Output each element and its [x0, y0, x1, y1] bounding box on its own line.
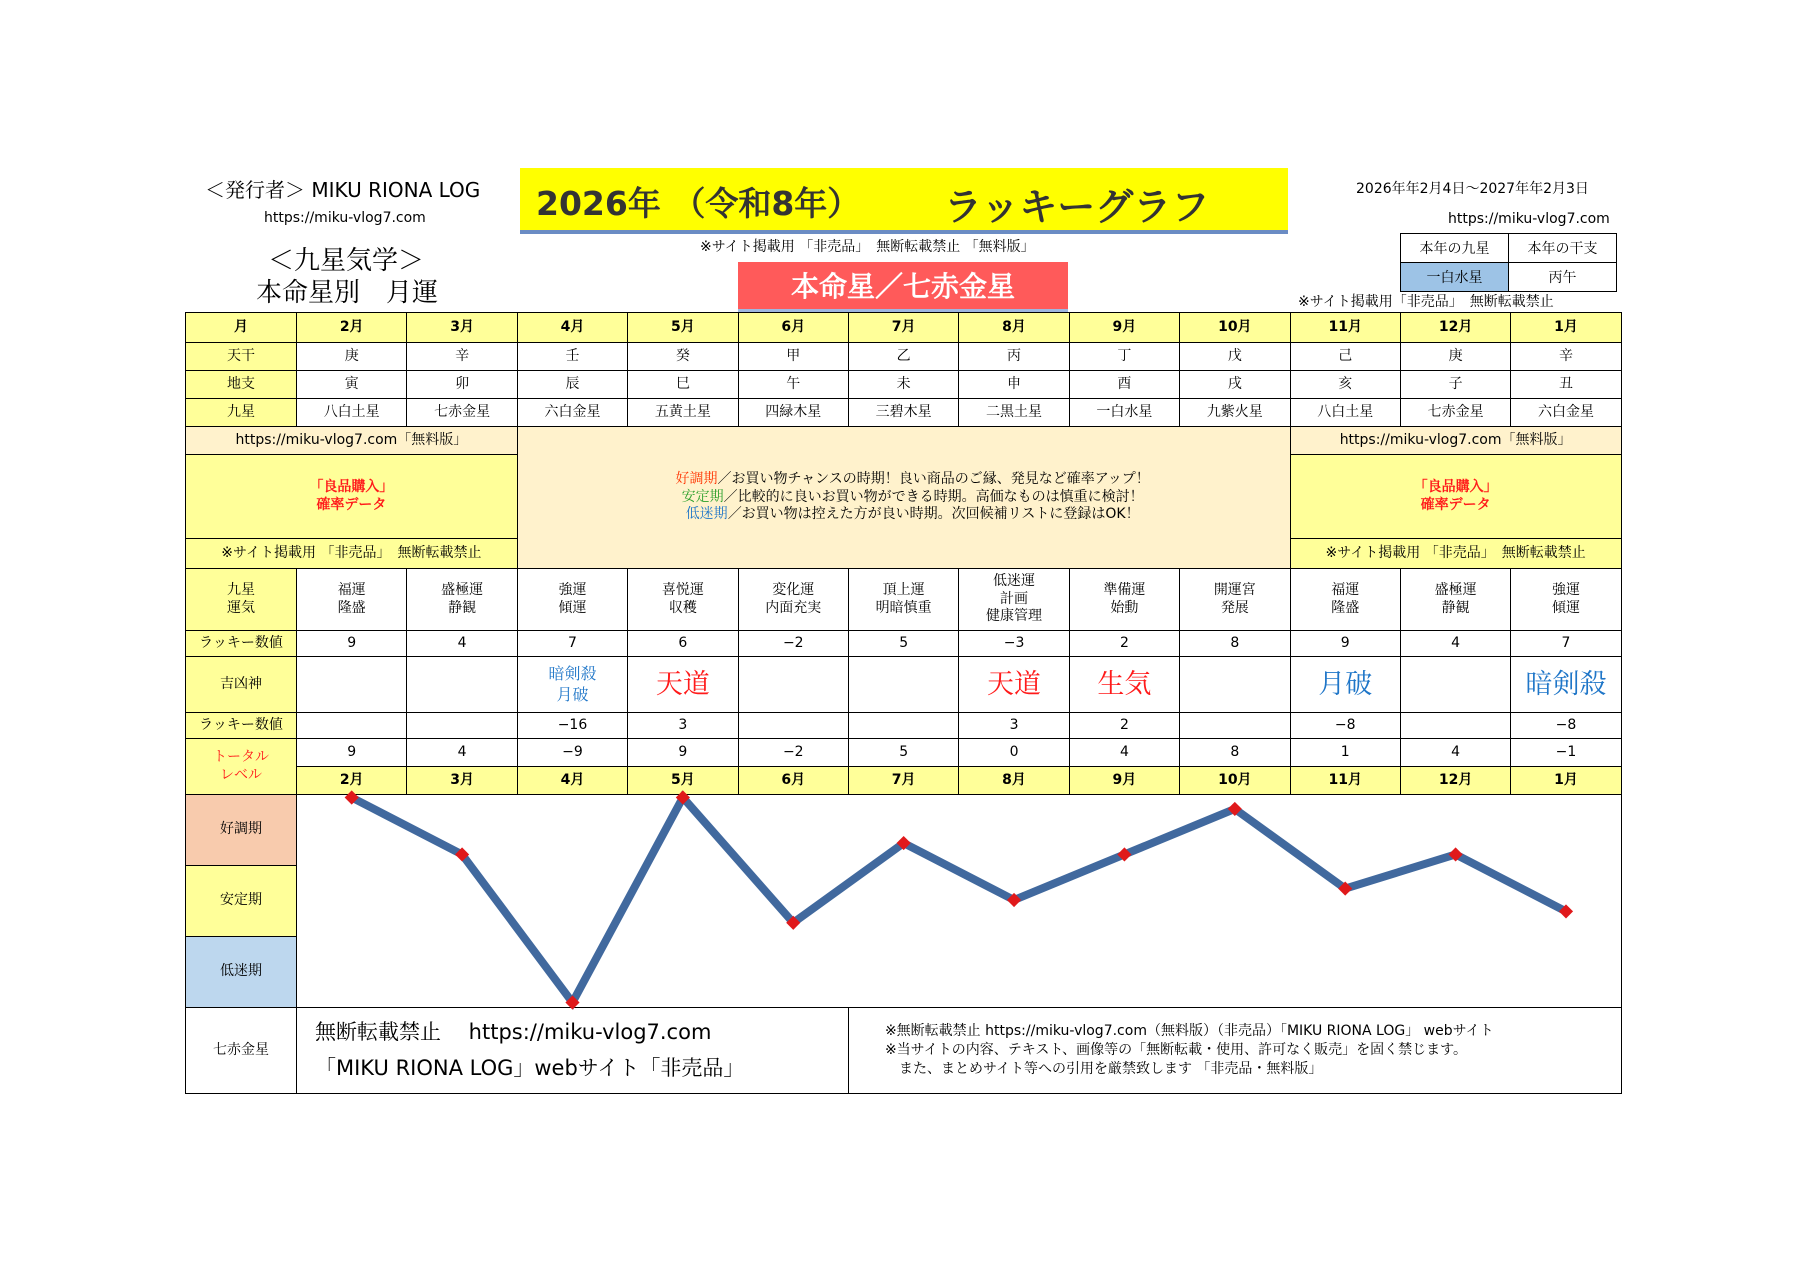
unki-line1: 変化運	[772, 582, 815, 598]
kikkyo-tendo: 天道	[655, 668, 710, 700]
kyusei-cell: 八白土星	[297, 399, 407, 427]
tenkan-cell: 甲	[738, 343, 848, 371]
month-cell: 10月	[1180, 313, 1290, 343]
period-good: 好調期	[186, 795, 297, 866]
tenkan-cell: 辛	[407, 343, 517, 371]
month-cell: 9月	[1069, 313, 1179, 343]
msg-low-line	[536, 506, 1290, 524]
title-name: ラッキーグラフ	[944, 185, 1210, 229]
kyusei-cell: 一白水星	[1069, 399, 1179, 427]
msg-good-label: 好調期	[675, 471, 718, 488]
unki-cell	[738, 569, 848, 631]
month-cell: 7月	[848, 313, 958, 343]
kikkyo-geppa: 月破	[556, 684, 589, 704]
unki-line2: 計画	[1000, 590, 1029, 607]
month-cell: 11月	[1290, 313, 1400, 343]
lucky-cell: 4	[407, 631, 517, 657]
lucky2-cell	[738, 713, 848, 739]
period-stable: 安定期	[186, 866, 297, 937]
total-cell: 4	[407, 739, 517, 767]
month-cell: 8月	[959, 313, 1069, 343]
info-value-kyusei: 一白水星	[1401, 263, 1509, 292]
unki-line2: 明暗慎重	[875, 599, 932, 616]
date-range: 2026年年2月4日～2027年年2月3日	[1356, 181, 1589, 197]
month-cell: 6月	[738, 313, 848, 343]
free-url-right: https://miku-vlog7.com「無料版」	[1290, 427, 1621, 455]
month-cell: 3月	[407, 767, 517, 795]
kikkyo-cell	[297, 657, 407, 713]
kikkyo-cell	[1290, 657, 1400, 713]
kyusei-cell: 三碧木星	[848, 399, 958, 427]
kyusei-cell: 六白金星	[517, 399, 627, 427]
lucky-cell: 7	[517, 631, 627, 657]
unki-cell	[628, 569, 738, 631]
unki-line2: 静観	[448, 599, 477, 616]
info-header-kyusei: 本年の九星	[1401, 234, 1509, 263]
unki-line1: 福運	[337, 582, 366, 598]
kikkyo-cell	[407, 657, 517, 713]
site-url-right[interactable]: https://miku-vlog7.com	[1448, 211, 1610, 227]
chart-area	[297, 795, 1622, 1008]
footer-right-1: ※無断転載禁止 https://miku-vlog7.com（無料版）（非売品）「MIKU RIONA LOG」 webサイト	[884, 1023, 1494, 1040]
footer-row	[186, 1008, 1622, 1094]
kikkyo-ankensatsu: 暗剣殺	[548, 664, 597, 683]
msg-stable-label: 安定期	[681, 488, 724, 505]
lucky-cell: 8	[1180, 631, 1290, 657]
unki-line1: 準備運	[1103, 582, 1146, 598]
month-label: 月	[186, 313, 297, 343]
chishi-cell: 申	[959, 371, 1069, 399]
unki-line2: 隆盛	[337, 599, 366, 616]
total-label-2: レベル	[220, 766, 262, 783]
chishi-cell: 酉	[1069, 371, 1179, 399]
msg-good-line	[536, 471, 1290, 489]
unki-cell	[297, 569, 407, 631]
tenkan-label: 天干	[186, 343, 297, 371]
month-row	[186, 313, 1622, 343]
month-cell: 10月	[1180, 767, 1290, 795]
kikkyo-cell	[517, 657, 627, 713]
total-cell: 4	[1069, 739, 1179, 767]
total-row	[186, 739, 1622, 767]
unki-line3: 健康管理	[986, 608, 1043, 625]
tenkan-cell: 庚	[1400, 343, 1510, 371]
total-cell: −2	[738, 739, 848, 767]
site-notice-top: ※サイト掲載用 「非売品」 無断転載禁止 「無料版」	[700, 239, 1035, 255]
chishi-row	[186, 371, 1622, 399]
msg-good-text: ／お買い物チャンスの時期！良い商品のご縁、発見など確率アップ！	[717, 471, 1150, 488]
kyusei-title: ＜九星気学＞	[268, 246, 425, 276]
total-cell: 8	[1180, 739, 1290, 767]
lucky-cell: 6	[628, 631, 738, 657]
month-row-2	[186, 767, 1622, 795]
month-cell: 4月	[517, 767, 627, 795]
tenkan-row	[186, 343, 1622, 371]
chishi-cell: 戌	[1180, 371, 1290, 399]
footer-right	[848, 1008, 1621, 1094]
msg-low-label: 低迷期	[685, 506, 728, 523]
title-year: 2026年 （令和8年）	[536, 184, 861, 223]
unki-line1: 盛極運	[441, 582, 484, 598]
kikkyo-row	[186, 657, 1622, 713]
period-low: 低迷期	[186, 937, 297, 1008]
unki-line1: 喜悦運	[661, 582, 704, 598]
kikkyo-cell	[628, 657, 738, 713]
total-cell: 9	[297, 739, 407, 767]
kikkyo-ankensatsu: 暗剣殺	[1525, 668, 1607, 700]
kikkyo-tendo: 天道	[987, 668, 1042, 700]
unki-line1: 強運	[558, 582, 587, 598]
unki-line1: 強運	[1551, 582, 1580, 598]
unki-line2: 傾運	[1551, 599, 1580, 616]
lucky-cell: 5	[848, 631, 958, 657]
honmei-star-banner: 本命星／七赤金星	[738, 262, 1068, 312]
lucky2-cell: −8	[1511, 713, 1621, 739]
lucky2-cell	[1180, 713, 1290, 739]
unki-line2: 発展	[1220, 599, 1249, 616]
unki-label-2: 運気	[227, 599, 255, 616]
ryohin-title-line2: 確率データ	[1420, 496, 1491, 513]
unki-row	[186, 569, 1622, 631]
footer-star: 七赤金星	[186, 1008, 297, 1094]
lucky2-cell	[848, 713, 958, 739]
unki-label-1: 九星	[227, 582, 255, 598]
lucky-cell: 2	[1069, 631, 1179, 657]
message-panel	[517, 427, 1290, 569]
unki-line2: 収穫	[668, 599, 697, 616]
total-cell: 9	[628, 739, 738, 767]
kikkyo-label: 吉凶神	[186, 657, 297, 713]
kyusei-cell: 五黄土星	[628, 399, 738, 427]
lucky2-cell: 2	[1069, 713, 1179, 739]
kikkyo-cell	[738, 657, 848, 713]
month-cell: 1月	[1511, 767, 1621, 795]
kikkyo-cell	[1069, 657, 1179, 713]
kyusei-label: 九星	[186, 399, 297, 427]
unki-cell	[1511, 569, 1621, 631]
unki-cell	[959, 569, 1069, 631]
kyusei-cell: 九紫火星	[1180, 399, 1290, 427]
kyusei-cell: 四緑木星	[738, 399, 848, 427]
tenkan-cell: 庚	[297, 343, 407, 371]
unki-cell	[1180, 569, 1290, 631]
lucky2-cell	[407, 713, 517, 739]
month-cell: 4月	[517, 313, 627, 343]
unki-cell	[1069, 569, 1179, 631]
ryohin-title-left	[186, 455, 518, 539]
tenkan-cell: 乙	[848, 343, 958, 371]
info-value-eto: 丙午	[1509, 263, 1617, 292]
unki-cell	[848, 569, 958, 631]
footer-right-2: ※当サイトの内容、テキスト、画像等の「無断転載・使用、許可なく販売」を固く禁じます。	[884, 1042, 1468, 1059]
unki-line1: 福運	[1331, 582, 1360, 598]
msg-stable-text: ／比較的に良いお買い物ができる時期。高価なものは慎重に検討！	[723, 488, 1144, 505]
footer-left-1: 無断転載禁止 https://miku-vlog7.com	[315, 1019, 712, 1044]
lucky2-cell: −16	[517, 713, 627, 739]
month-cell: 5月	[628, 767, 738, 795]
chishi-cell: 寅	[297, 371, 407, 399]
month-cell: 1月	[1511, 313, 1621, 343]
notice-right: ※サイト掲載用 「非売品」 無断転載禁止	[1290, 539, 1621, 569]
chishi-cell: 午	[738, 371, 848, 399]
chishi-cell: 巳	[628, 371, 738, 399]
kikkyo-cell	[959, 657, 1069, 713]
month-cell: 12月	[1400, 313, 1510, 343]
unki-line1: 頂上運	[882, 582, 925, 598]
unki-line2: 傾運	[558, 599, 587, 616]
tenkan-cell: 丁	[1069, 343, 1179, 371]
footer-right-3: また、まとめサイト等への引用を厳禁致します 「非売品・無料版」	[884, 1060, 1323, 1077]
chart-band-row	[186, 795, 1622, 866]
lucky-cell: −3	[959, 631, 1069, 657]
kyusei-cell: 七赤金星	[407, 399, 517, 427]
month-cell: 5月	[628, 313, 738, 343]
year-info-table	[1400, 233, 1617, 292]
site-notice-info: ※サイト掲載用「非売品」 無断転載禁止	[1298, 294, 1554, 310]
month-cell: 8月	[959, 767, 1069, 795]
lucky2-row	[186, 713, 1622, 739]
kikkyo-cell	[1400, 657, 1510, 713]
month-cell: 3月	[407, 313, 517, 343]
unki-cell	[1290, 569, 1400, 631]
tenkan-cell: 己	[1290, 343, 1400, 371]
kikkyo-cell	[1511, 657, 1621, 713]
unki-line2: 静観	[1441, 599, 1470, 616]
lucky2-label: ラッキー数値	[186, 713, 297, 739]
month-cell: 11月	[1290, 767, 1400, 795]
ryohin-title-line1: 「良品購入」	[1413, 479, 1498, 495]
unki-label	[186, 569, 297, 631]
unki-cell	[517, 569, 627, 631]
total-cell: 1	[1290, 739, 1400, 767]
unki-line1: 盛極運	[1434, 582, 1477, 598]
tenkan-cell: 丙	[959, 343, 1069, 371]
url-row	[186, 427, 1622, 455]
publisher-label: ＜発行者＞ MIKU RIONA LOG	[205, 178, 481, 202]
lucky2-cell	[1400, 713, 1510, 739]
lucky2-cell	[297, 713, 407, 739]
info-header-eto: 本年の干支	[1509, 234, 1617, 263]
unki-cell	[407, 569, 517, 631]
month-cell: 7月	[848, 767, 958, 795]
chishi-cell: 卯	[407, 371, 517, 399]
title-banner	[520, 168, 1288, 234]
kyusei-cell: 二黒土星	[959, 399, 1069, 427]
month-cell: 2月	[297, 767, 407, 795]
lucky2-cell: −8	[1290, 713, 1400, 739]
notice-left: ※サイト掲載用 「非売品」 無断転載禁止	[186, 539, 518, 569]
total-cell: −9	[517, 739, 627, 767]
chishi-cell: 辰	[517, 371, 627, 399]
month-cell: 12月	[1400, 767, 1510, 795]
total-label	[186, 739, 297, 795]
footer-left	[297, 1008, 849, 1094]
chishi-cell: 丑	[1511, 371, 1621, 399]
kyusei-row	[186, 399, 1622, 427]
tenkan-cell: 壬	[517, 343, 627, 371]
fortune-table	[185, 312, 1622, 1094]
tenkan-cell: 戊	[1180, 343, 1290, 371]
lucky-label: ラッキー数値	[186, 631, 297, 657]
tenkan-cell: 辛	[1511, 343, 1621, 371]
lucky-row	[186, 631, 1622, 657]
tenkan-cell: 癸	[628, 343, 738, 371]
unki-line2: 始動	[1110, 599, 1139, 616]
kikkyo-cell	[1180, 657, 1290, 713]
lucky-cell: −2	[738, 631, 848, 657]
lucky-cell: 9	[1290, 631, 1400, 657]
total-cell: 4	[1400, 739, 1510, 767]
month-cell: 2月	[297, 313, 407, 343]
total-cell: 0	[959, 739, 1069, 767]
lucky-cell: 9	[297, 631, 407, 657]
unki-line2: 内面充実	[765, 599, 822, 616]
msg-stable-line	[536, 489, 1290, 507]
ryohin-title-line2: 確率データ	[316, 496, 387, 513]
total-cell: 5	[848, 739, 958, 767]
month-cell: 6月	[738, 767, 848, 795]
total-cell: −1	[1511, 739, 1621, 767]
footer-left-2: 「MIKU RIONA LOG」webサイト「非売品」	[315, 1055, 745, 1080]
lucky-cell: 4	[1400, 631, 1510, 657]
unki-cell	[1400, 569, 1510, 631]
lucky2-cell: 3	[628, 713, 738, 739]
unki-line1: 低迷運	[993, 573, 1036, 590]
ryohin-title-right	[1290, 455, 1621, 539]
total-label-1: トータル	[213, 749, 269, 765]
kyusei-cell: 七赤金星	[1400, 399, 1510, 427]
ryohin-title-line1: 「良品購入」	[309, 479, 394, 495]
kyusei-cell: 六白金星	[1511, 399, 1621, 427]
kyusei-cell: 八白土星	[1290, 399, 1400, 427]
unki-line1: 開運宮	[1213, 582, 1256, 598]
chishi-cell: 亥	[1290, 371, 1400, 399]
lucky2-cell: 3	[959, 713, 1069, 739]
free-url-left: https://miku-vlog7.com「無料版」	[186, 427, 518, 455]
chishi-label: 地支	[186, 371, 297, 399]
unki-line2: 隆盛	[1331, 599, 1360, 616]
kikkyo-geppa: 月破	[1318, 668, 1373, 700]
lucky-cell: 7	[1511, 631, 1621, 657]
month-cell: 9月	[1069, 767, 1179, 795]
kikkyo-shoki: 生気	[1097, 668, 1152, 700]
kikkyo-cell	[848, 657, 958, 713]
chishi-cell: 子	[1400, 371, 1510, 399]
honmei-subtitle: 本命星別 月運	[256, 278, 439, 308]
chishi-cell: 未	[848, 371, 958, 399]
site-url-left[interactable]: https://miku-vlog7.com	[264, 210, 426, 226]
msg-low-text: ／お買い物は控えた方が良い時期。次回候補リストに登録はOK！	[727, 506, 1140, 523]
